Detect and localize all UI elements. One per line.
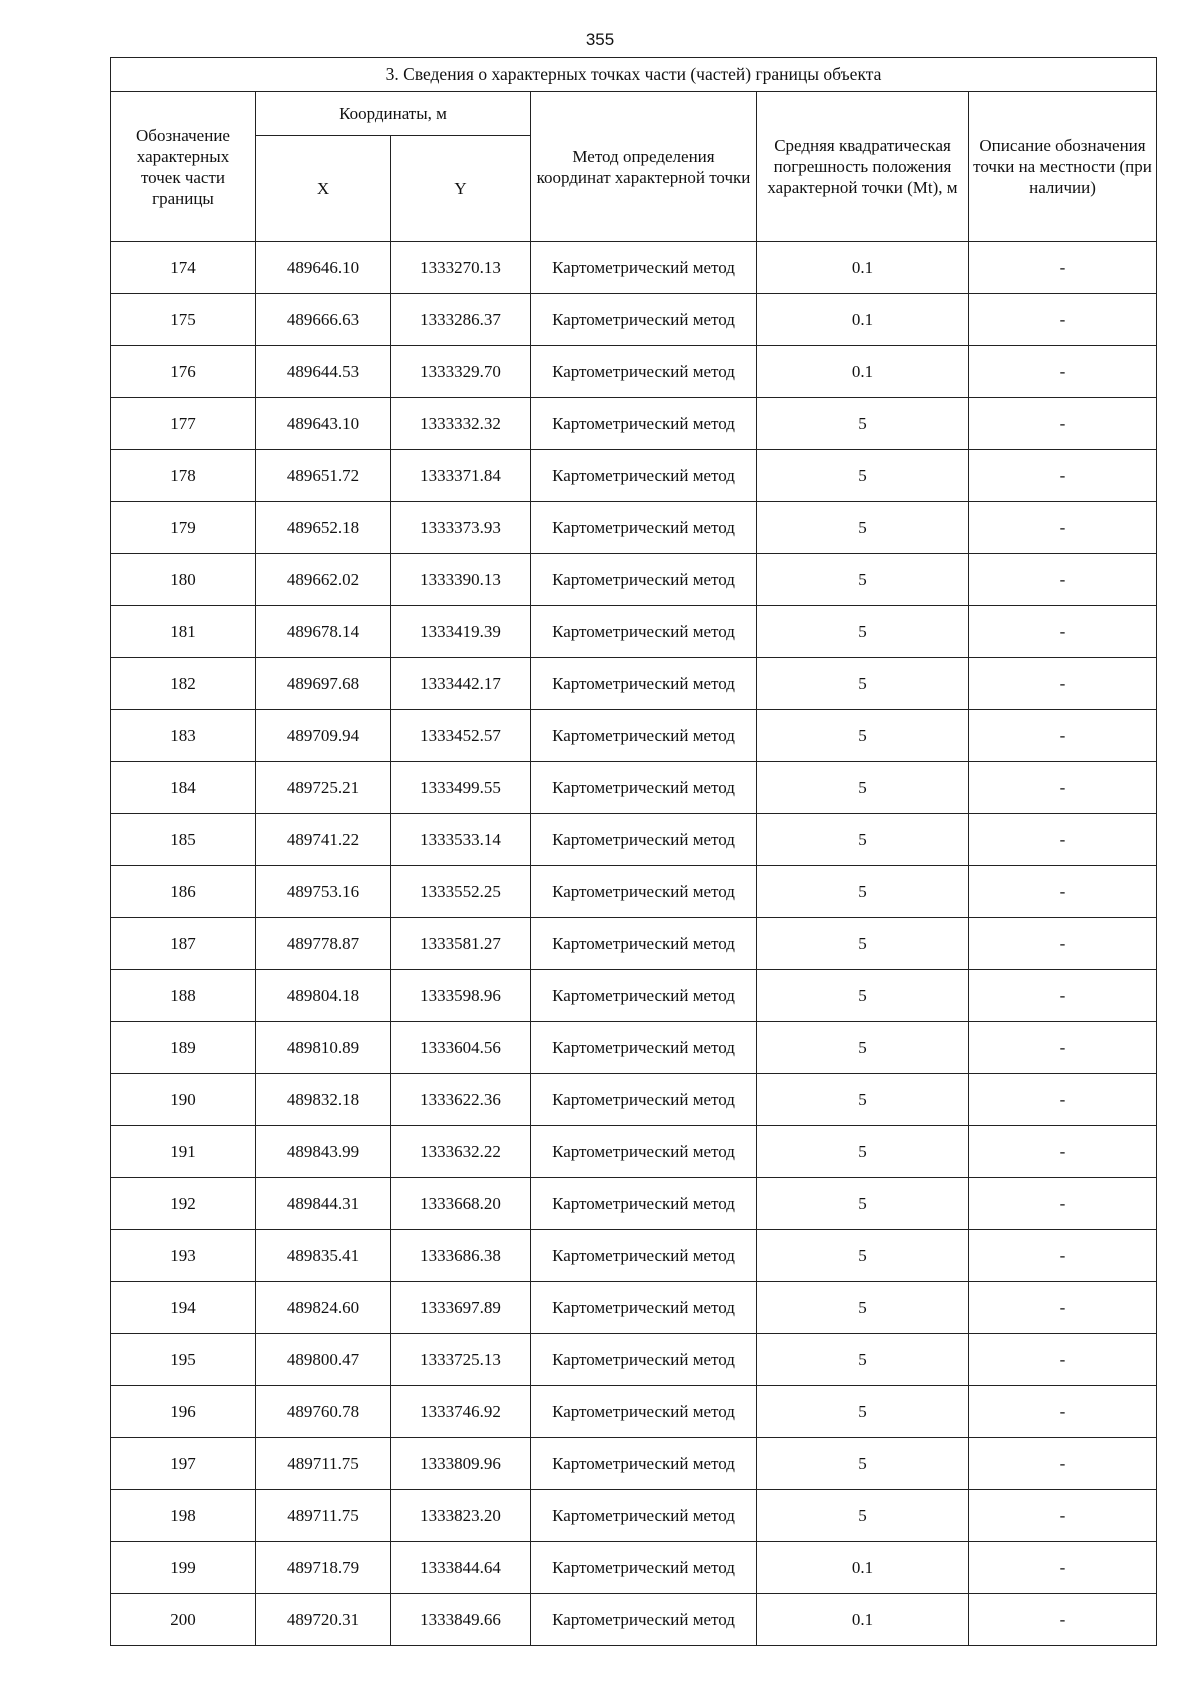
cell-y: 1333499.55 [391,762,531,814]
table-row [111,658,1157,710]
cell-description: - [969,554,1157,606]
table-row [111,1230,1157,1282]
table-row [111,294,1157,346]
cell-point: 190 [111,1074,256,1126]
table-row [111,606,1157,658]
cell-y: 1333390.13 [391,554,531,606]
table-row [111,346,1157,398]
cell-x: 489804.18 [256,970,391,1022]
cell-error: 5 [757,1178,969,1230]
cell-description: - [969,1074,1157,1126]
table-row [111,1542,1157,1594]
table-row [111,398,1157,450]
cell-error: 5 [757,502,969,554]
cell-x: 489652.18 [256,502,391,554]
cell-method: Картометрический метод [531,1074,757,1126]
table-row [111,1594,1157,1646]
cell-error: 0.1 [757,242,969,294]
cell-error: 5 [757,554,969,606]
cell-point: 196 [111,1386,256,1438]
cell-method: Картометрический метод [531,502,757,554]
cell-error: 5 [757,606,969,658]
table-row [111,866,1157,918]
cell-description: - [969,398,1157,450]
page-number: 355 [585,30,615,49]
cell-x: 489651.72 [256,450,391,502]
cell-y: 1333286.37 [391,294,531,346]
cell-x: 489643.10 [256,398,391,450]
cell-error: 5 [757,1074,969,1126]
cell-description: - [969,1386,1157,1438]
cell-point: 193 [111,1230,256,1282]
cell-y: 1333442.17 [391,658,531,710]
cell-method: Картометрический метод [531,1542,757,1594]
cell-y: 1333844.64 [391,1542,531,1594]
cell-y: 1333452.57 [391,710,531,762]
cell-method: Картометрический метод [531,450,757,502]
cell-y: 1333332.32 [391,398,531,450]
cell-method: Картометрический метод [531,710,757,762]
cell-error: 5 [757,1438,969,1490]
table-row [111,710,1157,762]
cell-y: 1333373.93 [391,502,531,554]
cell-x: 489835.41 [256,1230,391,1282]
table-row [111,918,1157,970]
cell-error: 5 [757,710,969,762]
cell-y: 1333809.96 [391,1438,531,1490]
cell-x: 489832.18 [256,1074,391,1126]
cell-y: 1333746.92 [391,1386,531,1438]
cell-method: Картометрический метод [531,1126,757,1178]
cell-point: 182 [111,658,256,710]
cell-point: 187 [111,918,256,970]
cell-error: 5 [757,1230,969,1282]
cell-error: 5 [757,658,969,710]
table-header [111,58,1157,242]
cell-description: - [969,1542,1157,1594]
cell-y: 1333697.89 [391,1282,531,1334]
cell-method: Картометрический метод [531,606,757,658]
cell-method: Картометрический метод [531,1282,757,1334]
cell-x: 489697.68 [256,658,391,710]
cell-y: 1333632.22 [391,1126,531,1178]
cell-method: Картометрический метод [531,1490,757,1542]
header-row-1 [111,92,1157,136]
cell-x: 489666.63 [256,294,391,346]
cell-description: - [969,502,1157,554]
cell-error: 5 [757,1490,969,1542]
cell-description: - [969,762,1157,814]
cell-x: 489810.89 [256,1022,391,1074]
cell-x: 489824.60 [256,1282,391,1334]
cell-method: Картометрический метод [531,242,757,294]
cell-x: 489844.31 [256,1178,391,1230]
cell-point: 184 [111,762,256,814]
cell-x: 489800.47 [256,1334,391,1386]
cell-description: - [969,1230,1157,1282]
table-row [111,1490,1157,1542]
cell-x: 489711.75 [256,1490,391,1542]
cell-point: 185 [111,814,256,866]
table-row [111,450,1157,502]
cell-point: 191 [111,1126,256,1178]
cell-point: 188 [111,970,256,1022]
cell-error: 5 [757,866,969,918]
table-body [111,242,1157,1646]
table-row [111,1126,1157,1178]
cell-y: 1333419.39 [391,606,531,658]
cell-point: 192 [111,1178,256,1230]
cell-description: - [969,606,1157,658]
cell-method: Картометрический метод [531,1386,757,1438]
cell-error: 5 [757,1334,969,1386]
header-description: Описание обозначения точки на местности (при наличии) [969,92,1157,242]
cell-point: 200 [111,1594,256,1646]
header-designation: Обозначение характерных точек части границы [111,92,256,242]
cell-x: 489753.16 [256,866,391,918]
cell-description: - [969,1490,1157,1542]
cell-point: 198 [111,1490,256,1542]
header-y: Y [391,136,531,242]
cell-method: Картометрический метод [531,814,757,866]
cell-description: - [969,346,1157,398]
cell-method: Картометрический метод [531,1594,757,1646]
cell-point: 174 [111,242,256,294]
cell-x: 489720.31 [256,1594,391,1646]
cell-error: 5 [757,1386,969,1438]
table-title: 3. Сведения о характерных точках части (частей) границы объекта [111,58,1157,92]
table-row [111,1334,1157,1386]
cell-x: 489760.78 [256,1386,391,1438]
table-row [111,1438,1157,1490]
cell-x: 489843.99 [256,1126,391,1178]
cell-y: 1333686.38 [391,1230,531,1282]
cell-method: Картометрический метод [531,1178,757,1230]
cell-error: 5 [757,970,969,1022]
cell-point: 183 [111,710,256,762]
cell-point: 180 [111,554,256,606]
cell-point: 199 [111,1542,256,1594]
header-coordinates: Координаты, м [256,92,531,136]
cell-method: Картометрический метод [531,1022,757,1074]
cell-y: 1333849.66 [391,1594,531,1646]
cell-description: - [969,866,1157,918]
cell-description: - [969,242,1157,294]
cell-error: 5 [757,1022,969,1074]
cell-description: - [969,294,1157,346]
cell-method: Картометрический метод [531,658,757,710]
cell-error: 0.1 [757,294,969,346]
cell-description: - [969,1594,1157,1646]
cell-x: 489644.53 [256,346,391,398]
cell-error: 0.1 [757,1594,969,1646]
cell-description: - [969,1334,1157,1386]
cell-y: 1333533.14 [391,814,531,866]
cell-description: - [969,814,1157,866]
cell-x: 489725.21 [256,762,391,814]
header-error: Средняя квадратическая погрешность положения характерной точки (Mt), м [757,92,969,242]
cell-error: 0.1 [757,1542,969,1594]
cell-point: 195 [111,1334,256,1386]
cell-error: 5 [757,918,969,970]
header-method: Метод определения координат характерной точки [531,92,757,242]
cell-y: 1333329.70 [391,346,531,398]
cell-method: Картометрический метод [531,970,757,1022]
cell-x: 489709.94 [256,710,391,762]
cell-description: - [969,1022,1157,1074]
cell-method: Картометрический метод [531,294,757,346]
cell-point: 179 [111,502,256,554]
cell-error: 5 [757,1126,969,1178]
cell-error: 5 [757,1282,969,1334]
cell-x: 489662.02 [256,554,391,606]
cell-method: Картометрический метод [531,1230,757,1282]
cell-description: - [969,658,1157,710]
cell-y: 1333622.36 [391,1074,531,1126]
cell-method: Картометрический метод [531,554,757,606]
table-row [111,1178,1157,1230]
table-title-row [111,58,1157,92]
table-row [111,1282,1157,1334]
cell-point: 176 [111,346,256,398]
cell-y: 1333581.27 [391,918,531,970]
cell-point: 178 [111,450,256,502]
header-x: X [256,136,391,242]
cell-point: 194 [111,1282,256,1334]
cell-description: - [969,710,1157,762]
cell-x: 489678.14 [256,606,391,658]
table-row [111,502,1157,554]
table-row [111,1022,1157,1074]
cell-x: 489778.87 [256,918,391,970]
cell-method: Картометрический метод [531,866,757,918]
cell-x: 489741.22 [256,814,391,866]
cell-y: 1333668.20 [391,1178,531,1230]
cell-error: 5 [757,814,969,866]
cell-point: 175 [111,294,256,346]
cell-y: 1333270.13 [391,242,531,294]
cell-y: 1333552.25 [391,866,531,918]
table-row [111,1386,1157,1438]
cell-method: Картометрический метод [531,1438,757,1490]
cell-y: 1333598.96 [391,970,531,1022]
table-row [111,814,1157,866]
cell-method: Картометрический метод [531,762,757,814]
cell-point: 189 [111,1022,256,1074]
cell-description: - [969,918,1157,970]
cell-description: - [969,970,1157,1022]
cell-error: 0.1 [757,346,969,398]
cell-description: - [969,1438,1157,1490]
cell-method: Картометрический метод [531,918,757,970]
cell-method: Картометрический метод [531,398,757,450]
cell-error: 5 [757,762,969,814]
cell-x: 489646.10 [256,242,391,294]
cell-description: - [969,1282,1157,1334]
cell-point: 186 [111,866,256,918]
table-row [111,242,1157,294]
cell-x: 489718.79 [256,1542,391,1594]
cell-error: 5 [757,450,969,502]
boundary-points-table [110,57,1157,1646]
cell-error: 5 [757,398,969,450]
cell-y: 1333823.20 [391,1490,531,1542]
table-row [111,970,1157,1022]
cell-point: 197 [111,1438,256,1490]
table-row [111,554,1157,606]
cell-description: - [969,1126,1157,1178]
cell-point: 177 [111,398,256,450]
cell-y: 1333371.84 [391,450,531,502]
cell-point: 181 [111,606,256,658]
cell-y: 1333604.56 [391,1022,531,1074]
table-row [111,762,1157,814]
cell-description: - [969,450,1157,502]
table-row [111,1074,1157,1126]
cell-x: 489711.75 [256,1438,391,1490]
cell-y: 1333725.13 [391,1334,531,1386]
cell-method: Картометрический метод [531,346,757,398]
cell-description: - [969,1178,1157,1230]
cell-method: Картометрический метод [531,1334,757,1386]
